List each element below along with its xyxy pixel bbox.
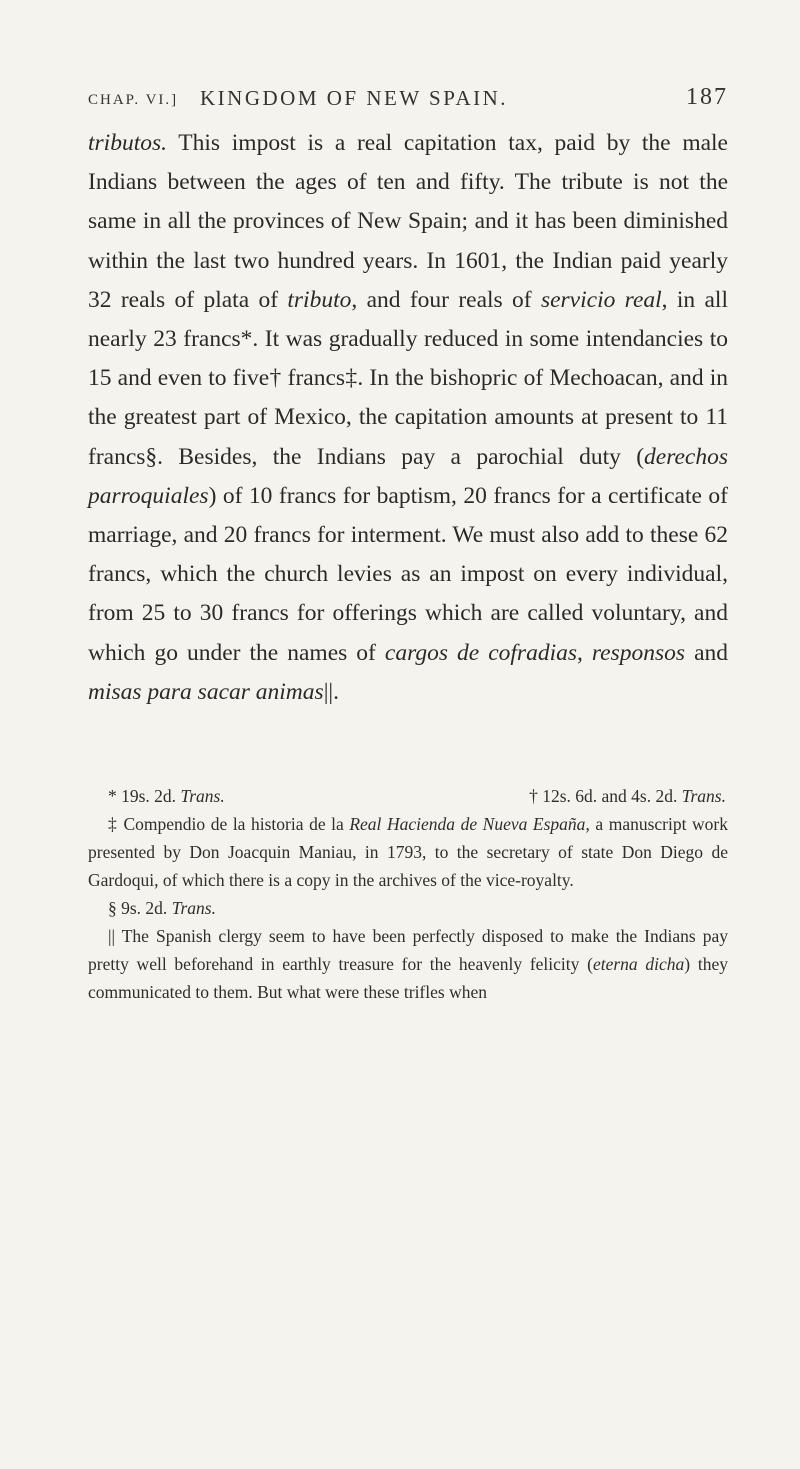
text-run: This impost is a real capitation tax, paid by the male Indians between the ages of ten and fifty. The tribute is not the same in all the provinces of New Spain; and it has been diminished within the last two hundred years. In 1601, the Indian paid yearly 32 reals of plata of [88,130,728,313]
footnote-title: Real Hacienda de Nueva España [349,814,586,834]
footnotes [88,782,728,1006]
italic-term: tributos. [88,130,168,156]
footnote-3 [88,810,728,894]
footnote-text: , a manuscript work presented by Don Joacquin Maniau, in 1793, to the secretary of state Don Diego de Gardoqui, of which there is a copy in the archives of the vice-royalty. [88,814,728,890]
footnote-term: eterna dicha [592,954,685,974]
main-text [88,124,728,712]
footnote-row [88,782,728,810]
footnote-text: ‡ Compendio de la historia de la [108,814,350,834]
footnote-text: † 12s. 6d. and 4s. 2d. [529,786,682,806]
italic-term: misas para sacar animas [88,678,324,705]
text-run: , and four reals of [351,286,541,313]
italic-term: responsos [591,639,686,666]
text-run: ) of 10 francs for baptism, 20 francs for a certificate of marriage, and 20 francs for interment. We must also add to these 62 francs, which the church levies as an impost on every individual, from 25 to 30 francs for offerings which are called voluntary, and which go under the names of [88,482,728,666]
italic-term: cargos de cofradias [384,639,577,666]
running-header [88,84,728,124]
footnote-2 [529,782,726,810]
footnote-trans: Trans. [180,786,225,806]
footnote-text: * 19s. 2d. [108,786,181,806]
italic-term: tributo [287,286,352,313]
running-title: KINGDOM OF NEW SPAIN. [200,86,509,110]
page-number: 187 [686,84,728,110]
italic-term: derechos parroquiales [88,443,728,509]
text-run: , [577,639,592,666]
text-run: ||. [323,678,339,705]
footnote-5 [88,922,728,1006]
footnote-trans: Trans. [681,786,726,806]
footnote-text: ) they communicated to them. But what were these trifles when [88,954,728,1002]
footnote-1 [108,782,225,810]
footnote-text: || The Spanish clergy seem to have been perfectly disposed to make the Indians pay pretty well beforehand in earthly treasure for the heavenly felicity ( [88,926,728,974]
italic-term: servicio real [540,286,662,313]
footnote-trans: Trans. [171,898,216,918]
paragraph [88,124,728,712]
footnote-4 [88,894,728,922]
footnote-text: § 9s. 2d. [108,898,172,918]
text-run: , in all nearly 23 francs*. It was gradually reduced in some intendancies to 15 and even to five† francs‡. In the bishopric of Mechoacan, and in the greatest part of Mexico, the capitation amounts at present to 11 francs§. Besides, the Indians pay a parochial duty ( [88,286,728,470]
text-run: and [685,639,728,666]
chapter-label: CHAP. VI.] [88,92,179,108]
